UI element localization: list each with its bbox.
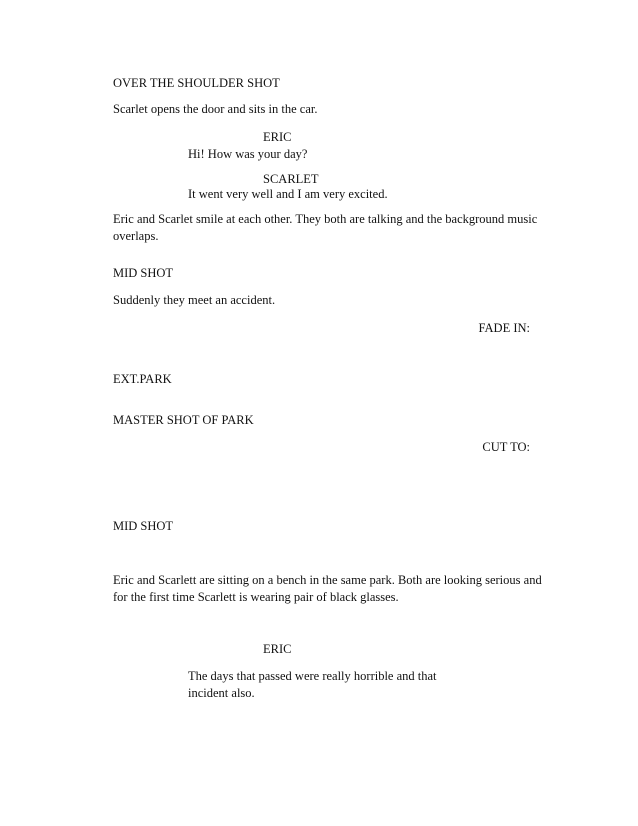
character-name: SCARLET	[263, 172, 319, 186]
dialogue-line: It went very well and I am very excited.	[188, 187, 388, 201]
dialogue-paragraph: The days that passed were really horrible and that incident also.	[188, 669, 437, 700]
shot-heading: MASTER SHOT OF PARK	[113, 413, 254, 427]
scene-heading: EXT.PARK	[113, 372, 172, 386]
action-line: Scarlet opens the door and sits in the car.	[113, 102, 318, 116]
action-paragraph: Eric and Scarlett are sitting on a bench in the same park. Both are looking serious and for the first time Scarlett is wearing pair of black glasses.	[113, 573, 542, 604]
shot-heading: OVER THE SHOULDER SHOT	[113, 76, 280, 90]
dialogue-line: Hi! How was your day?	[188, 147, 308, 161]
shot-heading: MID SHOT	[113, 519, 174, 533]
character-name: ERIC	[263, 642, 292, 656]
action-paragraph: Eric and Scarlet smile at each other. They both are talking and the background music overlaps.	[113, 212, 538, 243]
transition-label: FADE IN:	[478, 321, 530, 335]
shot-heading: MID SHOT	[113, 266, 174, 280]
transition-label: CUT TO:	[482, 440, 530, 454]
character-name: ERIC	[263, 130, 292, 144]
action-line: Suddenly they meet an accident.	[113, 293, 276, 307]
